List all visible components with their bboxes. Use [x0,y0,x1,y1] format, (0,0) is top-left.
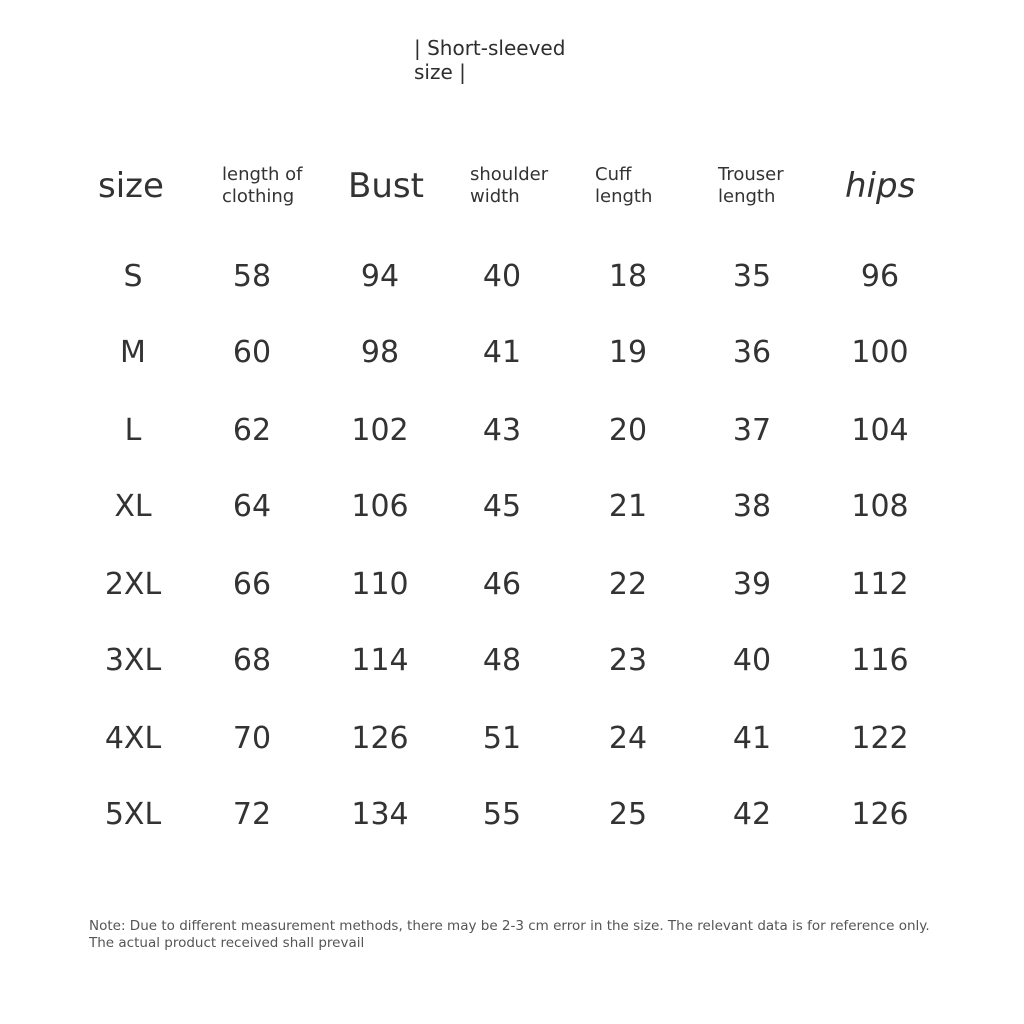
cell-length-of-clothing: 58 [232,258,272,294]
cell-hips: 126 [851,796,909,832]
header-size: size [98,166,164,206]
header-cuff-length: Cuff length [595,164,653,207]
cell-shoulder-width: 41 [482,334,522,370]
cell-bust: 102 [351,412,409,448]
table-row [0,784,1024,844]
cell-size: 5XL [104,796,162,832]
cell-length-of-clothing: 68 [232,642,272,678]
cell-trouser-length: 40 [732,642,772,678]
cell-bust: 94 [360,258,400,294]
cell-length-of-clothing: 66 [232,566,272,602]
cell-cuff-length: 20 [608,412,648,448]
cell-size: 3XL [104,642,162,678]
cell-cuff-length: 22 [608,566,648,602]
cell-length-of-clothing: 72 [232,796,272,832]
table-row [0,630,1024,690]
cell-bust: 98 [360,334,400,370]
cell-size: XL [114,488,152,524]
cell-bust: 126 [351,720,409,756]
cell-size: M [120,334,146,370]
cell-cuff-length: 19 [608,334,648,370]
cell-cuff-length: 23 [608,642,648,678]
cell-trouser-length: 35 [732,258,772,294]
cell-shoulder-width: 43 [482,412,522,448]
header-shoulder-width: shoulder width [470,164,549,207]
header-length-of-clothing: length of clothing [222,164,303,207]
cell-trouser-length: 41 [732,720,772,756]
cell-hips: 112 [851,566,909,602]
table-row [0,554,1024,614]
cell-hips: 96 [860,258,900,294]
cell-length-of-clothing: 64 [232,488,272,524]
cell-hips: 122 [851,720,909,756]
cell-length-of-clothing: 62 [232,412,272,448]
table-row [0,400,1024,460]
header-trouser-length: Trouser length [718,164,784,207]
cell-shoulder-width: 45 [482,488,522,524]
page-title: | Short-sleeved size | [414,36,566,84]
cell-bust: 106 [351,488,409,524]
cell-shoulder-width: 48 [482,642,522,678]
cell-trouser-length: 37 [732,412,772,448]
header-hips: hips [845,166,916,206]
table-row [0,476,1024,536]
cell-bust: 114 [351,642,409,678]
cell-size: L [124,412,142,448]
cell-cuff-length: 18 [608,258,648,294]
cell-shoulder-width: 46 [482,566,522,602]
header-bust: Bust [348,166,424,206]
cell-size: S [123,258,143,294]
cell-size: 4XL [104,720,162,756]
cell-bust: 110 [351,566,409,602]
cell-hips: 108 [851,488,909,524]
cell-shoulder-width: 40 [482,258,522,294]
cell-cuff-length: 21 [608,488,648,524]
measurement-note: Note: Due to different measurement methods, there may be 2-3 cm error in the size. The relevant data is for reference only. The actual product received shall prevail [89,918,930,951]
cell-length-of-clothing: 70 [232,720,272,756]
cell-hips: 100 [851,334,909,370]
table-row [0,246,1024,306]
cell-shoulder-width: 51 [482,720,522,756]
cell-shoulder-width: 55 [482,796,522,832]
table-row [0,322,1024,382]
cell-trouser-length: 38 [732,488,772,524]
cell-size: 2XL [104,566,162,602]
cell-bust: 134 [351,796,409,832]
table-row [0,708,1024,768]
cell-trouser-length: 36 [732,334,772,370]
cell-cuff-length: 25 [608,796,648,832]
cell-cuff-length: 24 [608,720,648,756]
cell-length-of-clothing: 60 [232,334,272,370]
cell-trouser-length: 42 [732,796,772,832]
cell-hips: 116 [851,642,909,678]
cell-hips: 104 [851,412,909,448]
cell-trouser-length: 39 [732,566,772,602]
